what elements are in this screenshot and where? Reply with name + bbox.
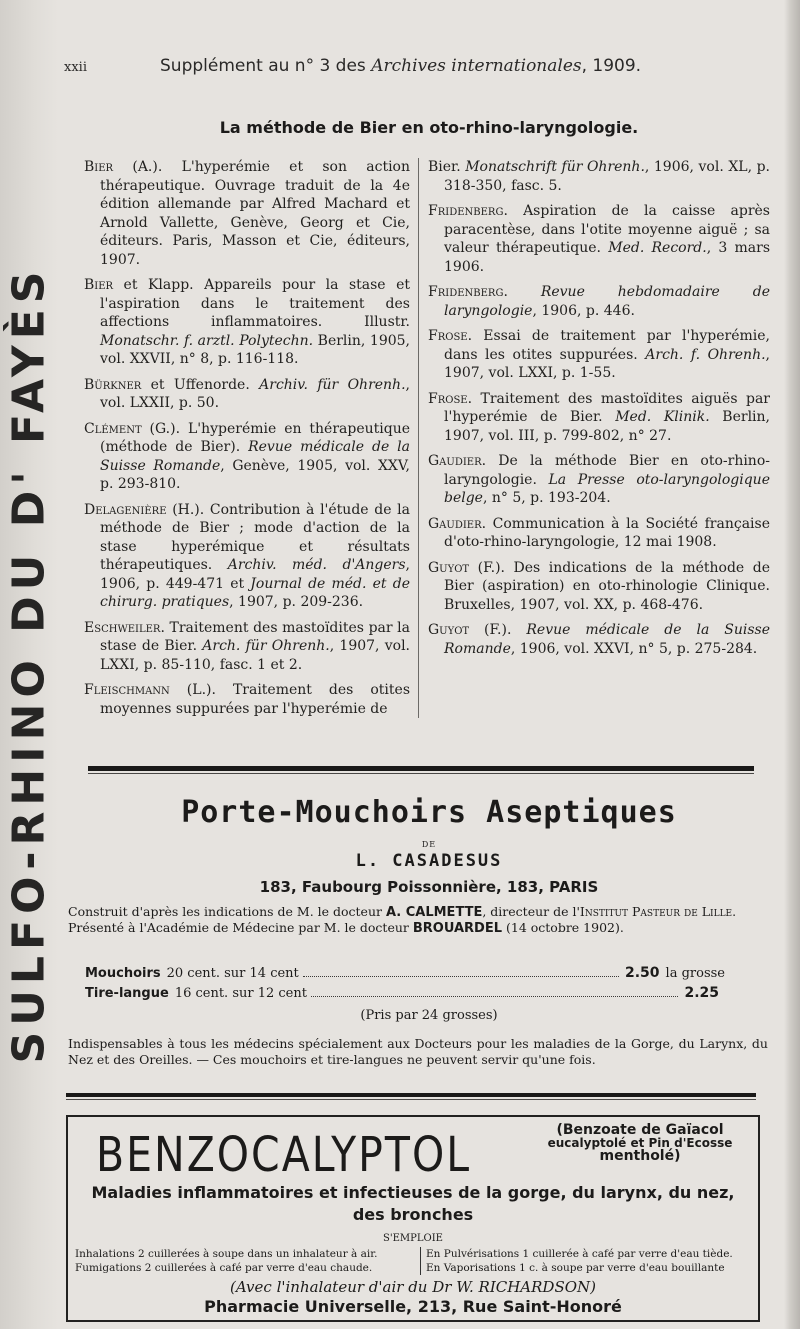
ad-mouchoirs-title: Porte-Mouchoirs Aseptiques [181, 795, 677, 830]
indications-line: Maladies inflammatoires et infectieuses de la gorge, du larynx, du nez, [91, 1183, 735, 1202]
entry-source: Journal de méd. et de chirurg. pratiques [100, 575, 410, 610]
entry-source: Arch. für Ohrenh. [202, 638, 330, 654]
doctor-calmette: A. CALMETTE [385, 905, 483, 920]
page-spine [784, 0, 800, 1329]
ad-mouchoirs-footer: Indispensables à tous les médecins spécialement aux Docteurs pour les maladies de la Gorge, du Larynx, du Nez et des Oreilles. — Ces mouchoirs et tire-langues ne peuvent servir qu'une fois. [68, 1036, 768, 1067]
entry-text: . Traitement des mastoïdites par la stase de Bier. [100, 619, 410, 654]
composition-line: eucalyptolé et Pin d'Ecosse [547, 1136, 733, 1150]
bibliography-entry [84, 619, 410, 675]
ad-benzocalyptol-usage-right [420, 1247, 733, 1275]
indications-line: des bronches [352, 1205, 474, 1224]
desc-text: , directeur de l' [482, 904, 580, 919]
entry-text: . [503, 284, 541, 300]
price-item-detail: 20 cent. sur 14 cent [166, 966, 299, 981]
ad-benzocalyptol-usage-heading: S'EMPLOIE [383, 1233, 443, 1244]
entry-source: Archiv. méd. d'Angers [227, 557, 406, 573]
entry-text: , 3 mars 1906. [444, 240, 771, 275]
running-head-prefix: Supplément au n° 3 des [160, 56, 372, 76]
entry-text: (L.). Traitement des otites moyennes suppurées par l'hyperémie de [100, 682, 410, 717]
page-number: xxii [64, 60, 87, 75]
dot-leader [303, 976, 619, 977]
entry-text: Berlin, 1907, vol. III, p. 799-802, n° 27. [444, 409, 770, 444]
entry-text: . Traitement des mastoïdites aiguës par l'hyperémie de Bier. [444, 390, 770, 425]
ad-benzocalyptol-inhaler: (Avec l'inhalateur d'air du Dr W. RICHARDSON) [229, 1278, 597, 1296]
ad-mouchoirs-maker: L. CASADESUS [355, 851, 503, 871]
usage-line: En Pulvérisations 1 cuillerée à café par verre d'eau tiède. [426, 1248, 733, 1260]
entry-text: , 1907, vol. LXXI, p. 85-110, fasc. 1 et 2. [100, 638, 410, 673]
ad-benzocalyptol-indications [66, 1182, 760, 1226]
entry-text: et Klapp. Appareils pour la stase et l'aspiration dans le traitement des affections inflammatoires. Illustr. [100, 277, 410, 330]
entry-text: Berlin, 1905, vol. XXVII, n° 8, p. 116-118. [100, 332, 410, 367]
column-divider [418, 158, 419, 718]
bibliography-entry [428, 515, 770, 552]
entry-text: , 1906, p. 446. [532, 302, 635, 319]
entry-source: Monatschrift für Ohrenh. [465, 159, 645, 175]
entry-source: La Presse oto-laryngologique belge [444, 471, 770, 506]
entry-source: Revue médicale de la Suisse Romande [444, 622, 770, 657]
bibliography-entry [428, 390, 770, 446]
entry-author: Gaudier [428, 453, 482, 469]
bibliography-entry [84, 420, 410, 494]
entry-text: (F.). Des indications de la méthode de Bier (aspiration) en oto-rhinologie Clinique. Bruxelles, 1907, vol. XX, p. 468-476. [444, 559, 770, 613]
ad-mouchoirs-note: (Pris par 24 grosses) [360, 1008, 498, 1023]
entry-author: Guyot [428, 559, 470, 576]
desc-text: . Présenté à l'Académie de Médecine par M. le docteur [68, 904, 737, 935]
price-row-mouchoirs [85, 965, 725, 981]
ad-mouchoirs-de: DE [421, 840, 437, 849]
entry-text: (F.). [469, 622, 527, 638]
usage-line: Inhalations 2 cuillerées à soupe dans un inhalateur à air. [75, 1248, 378, 1260]
usage-line: En Vaporisations 1 c. à soupe par verre d'eau bouillante [426, 1262, 725, 1274]
entry-text: . Essai de traitement par l'hyperémie, dans les otites suppurées. [444, 328, 770, 363]
bibliography-entry [428, 452, 770, 508]
entry-text: . Communication à la Société française d'oto-rhino-laryngologie, 12 mai 1908. [444, 515, 770, 550]
bibliography-entry [84, 501, 410, 612]
entry-source: Revue hebdomadaire de laryngologie [444, 284, 770, 319]
usage-line: Fumigations 2 cuillerées à café par verre d'eau chaude. [75, 1262, 373, 1274]
bibliography-entry [84, 681, 410, 718]
ad-mouchoirs-address: 183, Faubourg Poissonnière, 183, PARIS [259, 878, 599, 896]
entry-source: Med. Record. [608, 240, 707, 256]
bibliography-right-column [428, 158, 770, 665]
entry-author: Frose [428, 328, 468, 344]
entry-author: Delagenière [84, 501, 167, 518]
entry-text: . De la méthode Bier en oto-rhino-laryngologie. [444, 453, 770, 488]
entry-author: Fridenberg [428, 284, 504, 300]
entry-text: , Genève, 1905, vol. XXV, p. 293-810. [100, 457, 411, 492]
entry-text: , 1906, vol. XL, p. 318-350, fasc. 5. [444, 159, 770, 194]
ad-mouchoirs-description [68, 904, 768, 936]
bibliography-left-column [84, 158, 410, 725]
running-head-suffix: , 1909. [581, 56, 642, 76]
price-value: 2.50 [625, 965, 660, 981]
bibliography-entry [428, 621, 770, 658]
entry-author: Eschweiler [84, 619, 161, 636]
entry-text: , vol. LXXII, p. 50. [100, 376, 410, 411]
bibliography-entry [84, 158, 410, 269]
entry-source: Revue médicale de la Suisse Romande [100, 439, 410, 474]
bibliography-entry [84, 276, 410, 369]
desc-text: Construit d'après les indications de M. le docteur [68, 904, 386, 919]
side-banner [0, 0, 58, 1329]
entry-text: , 1906, p. 449-471 et [100, 557, 410, 592]
price-item-detail: 16 cent. sur 12 cent [174, 986, 307, 1001]
price-row-tire-langue [85, 985, 725, 1001]
entry-source: Monatschr. f. arztl. Polytechn. [100, 332, 314, 349]
entry-text: (H.). Contribution à l'étude de la méthode de Bier ; mode d'action de la stase hyperémique et résultats thérapeutiques. [100, 501, 410, 573]
entry-text: , 1907, p. 209-236. [229, 594, 364, 610]
price-item-name: Tire-langue [85, 986, 169, 1001]
bibliography-entry [428, 327, 770, 383]
section-rule [88, 766, 754, 771]
entry-author: Bier [84, 277, 114, 293]
price-item-name: Mouchoirs [85, 966, 161, 981]
price-value: 2.25 [684, 985, 719, 1001]
article-title: La méthode de Bier en oto-rhino-laryngologie. [219, 118, 639, 137]
entry-text: , 1906, vol. XXVI, n° 5, p. 275-284. [510, 640, 758, 657]
bibliography-entry [428, 158, 770, 195]
entry-text: (G.). L'hyperémie en thérapeutique (méthode de Bier). [100, 420, 410, 455]
entry-source: Med. Klinik. [615, 409, 710, 425]
composition-line: mentholé) [599, 1148, 681, 1164]
running-head [64, 56, 764, 76]
entry-text: , 1907, vol. LXXI, p. 1-55. [444, 346, 770, 381]
dot-leader [311, 996, 678, 997]
ad-benzocalyptol-brand: BENZOCALYPTOL [96, 1126, 472, 1183]
bibliography-entry [84, 376, 410, 413]
entry-source: Archiv. für Ohrenh. [259, 376, 406, 393]
entry-text: . Aspiration de la caisse après paracentèse, dans l'otite moyenne aiguë ; sa valeur thérapeutique. [444, 203, 770, 256]
section-rule [66, 1093, 756, 1097]
side-banner-text: SULFO-RHINO DU D' FAYÈS [3, 265, 55, 1064]
desc-text: (14 octobre 1902). [502, 920, 624, 935]
section-rule-thin [88, 773, 754, 774]
running-head-journal: Archives internationales [371, 56, 582, 76]
entry-text: (A.). L'hyperémie et son action thérapeutique. Ouvrage traduit de la 4e édition allemande par Alfred Machard et Arnold Vallette, Genève, Georg et Cie, éditeurs. Paris, Masson et Cie, éditeurs, 1907. [100, 159, 410, 268]
section-rule-thin [66, 1099, 756, 1100]
entry-text: Bier. [428, 159, 466, 175]
entry-author: Clément [84, 420, 142, 437]
composition-line: (Benzoate de Gaïacol [556, 1122, 724, 1138]
institute-name: Institut Pasteur de Lille [579, 904, 733, 919]
entry-author: Fleischmann [84, 682, 170, 698]
entry-author: Bürkner [84, 376, 142, 393]
price-unit: la grosse [665, 966, 725, 981]
entry-text: et Uffenorde. [141, 376, 260, 393]
ad-benzocalyptol-composition [522, 1124, 758, 1163]
entry-text: , n° 5, p. 193-204. [482, 490, 611, 506]
ad-benzocalyptol-usage-left [75, 1247, 377, 1275]
bibliography-entry [428, 283, 770, 320]
entry-author: Bier [84, 159, 114, 175]
entry-source: Arch. f. Ohrenh. [645, 346, 766, 363]
entry-author: Gaudier [428, 515, 482, 532]
ad-benzocalyptol-pharmacy: Pharmacie Universelle, 213, Rue Saint-Honoré [204, 1297, 622, 1316]
entry-author: Fridenberg [428, 203, 504, 219]
entry-author: Frose [428, 390, 468, 407]
entry-author: Guyot [428, 622, 470, 638]
bibliography-entry [428, 202, 770, 276]
doctor-brouardel: BROUARDEL [412, 921, 503, 936]
bibliography-entry [428, 559, 770, 615]
